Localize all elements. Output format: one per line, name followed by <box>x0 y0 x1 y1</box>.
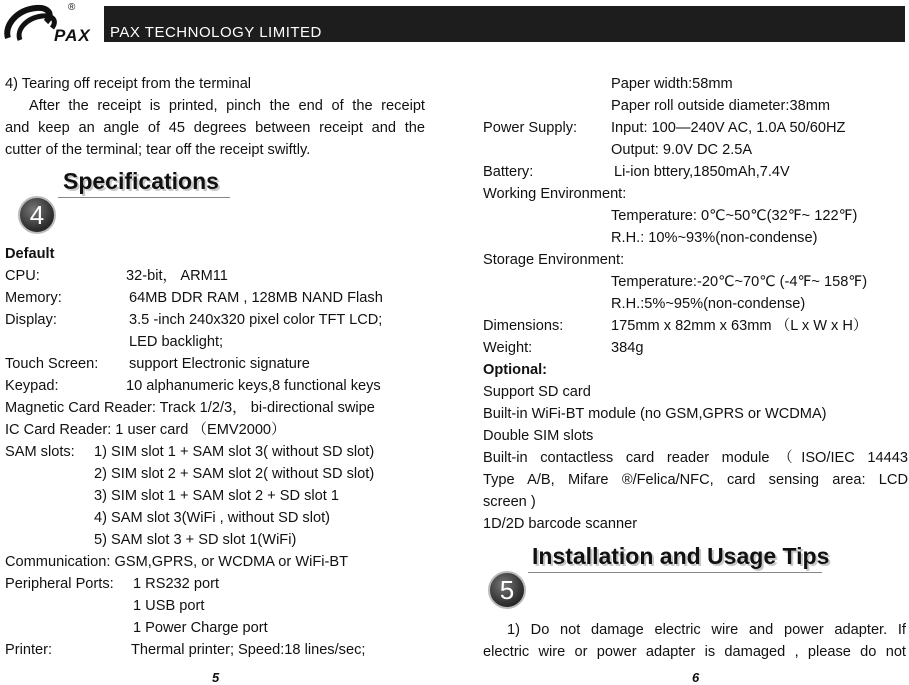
logo-wordmark: PAX <box>54 26 91 45</box>
spec-row-ic-card: IC Card Reader: 1 user card （EMV2000） <box>5 422 286 438</box>
optional-item: Type A/B, Mifare ®/Felica/NFC, card sensing area: LCD <box>483 472 908 488</box>
page-number-left: 5 <box>212 670 220 685</box>
optional-item: Support SD card <box>483 384 591 400</box>
optional-heading: Optional: <box>483 362 548 378</box>
spec-row-memory: Memory: 64MB DDR RAM , 128MB NAND Flash <box>5 290 383 306</box>
optional-item: Double SIM slots <box>483 428 594 444</box>
tips-text <box>483 619 906 663</box>
company-name: PAX TECHNOLOGY LIMITED <box>110 24 322 41</box>
sam-slot-option: 4) SAM slot 3(WiFi , without SD slot) <box>94 510 330 526</box>
right-page <box>483 73 908 535</box>
spec-row-power: Power Supply: Input: 100—240V AC, 1.0A 50/60HZ <box>483 120 846 136</box>
section-number-badge: 5 <box>488 571 526 609</box>
tip-line: electric wire or power adapter is damaged , please do not <box>483 644 906 660</box>
optional-item: Built-in contactless card reader module（ISO/IEC 14443 <box>483 450 908 466</box>
storage-humidity: R.H.:5%~95%(non-condense) <box>611 296 806 312</box>
page-number-right: 6 <box>692 670 700 685</box>
sam-slot-option: 5) SAM slot 3 + SD slot 1(WiFi) <box>94 532 297 548</box>
tip-line: 1) Do not damage electric wire and power adapter. If <box>507 622 906 638</box>
storage-environment-label: Storage Environment: <box>483 252 625 268</box>
peripheral-port: 1 Power Charge port <box>133 620 268 636</box>
spec-row-keypad: Keypad: 10 alphanumeric keys,8 functional keys <box>5 378 381 394</box>
spec-row-printer: Printer: Thermal printer; Speed:18 lines/sec; <box>5 642 366 658</box>
optional-item: screen ) <box>483 494 536 510</box>
optional-item: Built-in WiFi-BT module (no GSM,GPRS or WCDMA) <box>483 406 827 422</box>
intro-line: 4) Tearing off receipt from the terminal <box>5 76 252 92</box>
default-heading: Default <box>5 246 55 262</box>
section-number-badge: 4 <box>18 196 56 234</box>
header-bar <box>104 6 905 42</box>
pax-swirl-icon <box>2 4 62 44</box>
power-output: Output: 9.0V DC 2.5A <box>611 142 753 158</box>
spec-row-communication: Communication: GSM,GPRS, or WCDMA or WiFi-BT <box>5 554 348 570</box>
intro-line: and keep an angle of 45 degrees between receipt and the <box>5 120 425 136</box>
paper-roll: Paper roll outside diameter:38mm <box>611 98 831 114</box>
spec-row-magnetic: Magnetic Card Reader: Track 1/2/3， bi-directional swipe <box>5 400 375 416</box>
spec-row-display-cont: LED backlight; <box>129 334 224 350</box>
optional-item: 1D/2D barcode scanner <box>483 516 638 532</box>
pax-logo <box>2 4 94 44</box>
spec-row-touch: Touch Screen: support Electronic signature <box>5 356 310 372</box>
section-divider <box>528 572 822 573</box>
spec-row-cpu: CPU: 32-bit， ARM11 <box>5 268 228 284</box>
section-divider <box>58 197 230 198</box>
section-title-installation: Installation and Usage Tips <box>532 543 830 569</box>
spec-row-peripheral: Peripheral Ports: 1 RS232 port <box>5 576 219 592</box>
peripheral-port: 1 USB port <box>133 598 205 614</box>
working-temperature: Temperature: 0℃~50℃(32℉~ 122℉) <box>611 208 858 224</box>
spec-row-weight: Weight: 384g <box>483 340 644 356</box>
registered-mark: ® <box>68 2 76 13</box>
sam-slot-option: 2) SIM slot 2 + SAM slot 2( without SD slot) <box>94 466 375 482</box>
storage-temperature: Temperature:-20℃~70℃ (-4℉~ 158℉) <box>611 274 868 290</box>
specs-list <box>5 243 435 661</box>
left-page <box>5 73 425 161</box>
paper-width: Paper width:58mm <box>611 76 733 92</box>
intro-line: After the receipt is printed, pinch the end of the receipt <box>29 98 425 114</box>
sam-slot-option: 3) SIM slot 1 + SAM slot 2 + SD slot 1 <box>94 488 339 504</box>
spec-row-display: Display: 3.5 -inch 240x320 pixel color TFT LCD; <box>5 312 383 328</box>
intro-line: cutter of the terminal; tear off the receipt swiftly. <box>5 142 311 158</box>
spec-row-dimensions: Dimensions: 175mm x 82mm x 63mm （L x W x H） <box>483 318 868 334</box>
section-title-specifications: Specifications <box>63 168 219 194</box>
spec-row-battery: Battery: Li-ion bttery,1850mAh,7.4V <box>483 164 790 180</box>
working-environment-label: Working Environment: <box>483 186 627 202</box>
spec-row-sam: SAM slots: 1) SIM slot 1 + SAM slot 3( without SD slot) <box>5 444 375 460</box>
working-humidity: R.H.: 10%~93%(non-condense) <box>611 230 818 246</box>
